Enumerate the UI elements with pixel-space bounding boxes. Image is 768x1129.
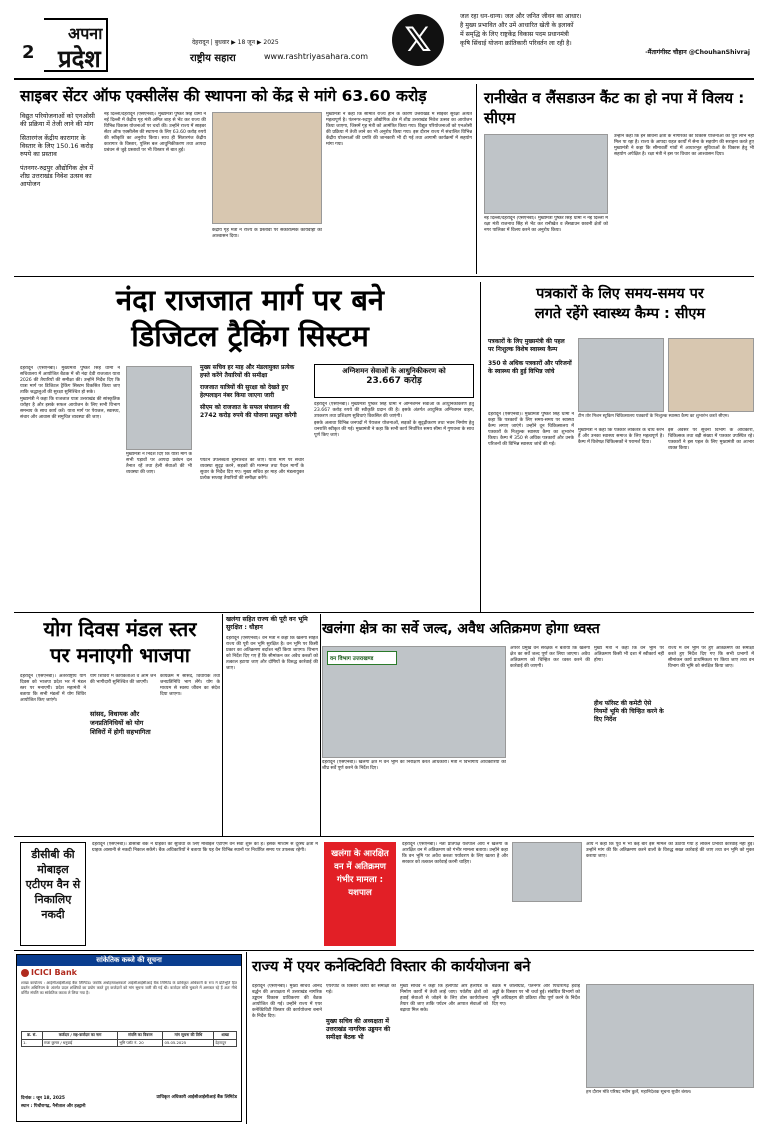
aircon-headline: राज्य में एयर कनेक्टिविटी विस्तार की कार्ययोजना बने [252,959,531,975]
nanda-headline-1: नंदा राजजात मार्ग पर बने [115,283,384,317]
notice-place: स्थान : पिथौरागढ़, नैनीताल और हल्द्वानी [21,1104,86,1109]
yoga-body-3: कार्यक्रम में सांसद, विधायक तथा जनप्रतिनिधि भाग लेंगे। योग के माध्यम से स्वस्थ जीवन का संदेश दिया जाएगा। [160,674,220,697]
aircon-caption: हम दौरान मंत्रि परिषद नवीन कुर्ले, महानिदेशक सूचना सुधीर बंसल। [586,1090,692,1095]
masthead [0,0,768,78]
khalanga-body-3: राज्य में वन भूमि पर हुए अतिक्रमण की समीक्षा करते हुए निर्देश दिए गए कि सभी प्रभागों में सीमांकन कार्य प्राथमिकता पर किया जाए तथा वन विभाग की भूमि को संरक्षित किया जाए। [668,646,754,669]
journalists-photo-1 [578,338,664,412]
notice-date: दिनांक : जून 18, 2025 [21,1096,65,1101]
journalists-body-2: मुख्यमंत्री ने कहा कि पत्रकार लोकतंत्र के चौथे स्तंभ हैं और उनका स्वास्थ्य समाज के लिए महत्वपूर्ण है। कैम्प में विशेषज्ञ चिकित्सकों ने परामर्श दिया। [578,428,664,445]
website: www.rashtriyasahara.com [264,52,369,61]
yoga-side-box: सांसद, विधायक और जनप्रतिनिधियों को योग शिविरों में होगी सहभागिता [90,710,151,736]
aircon-side-box: मुख्य सचिव की अध्यक्षता में उत्तराखंड नागरिक उड्डयन की समीक्षा बैठक भी [326,1018,391,1041]
date-line: देहरादून | बुधवार ▶ 18 जून ▶ 2025 [192,39,279,46]
icici-bank-name: ICICI Bank [31,968,77,977]
khalanga-reserve-box: खलंगा के आरक्षित वन में अतिक्रमण गंभीर मामला : यशपाल [324,842,396,946]
cyber-body-2: केंद्रीय गृह मंत्री ने राज्य के प्रस्तावों पर सकारात्मक कार्यवाही का आश्वासन दिया। [212,228,322,239]
journalists-headline-1: पत्रकारों के लिए समय-समय पर [536,286,704,302]
journalists-box: पत्रकारों के लिए मुख्यमंत्री की पहल पर निःशुल्क विशेष स्वास्थ्य कैम्प 350 से अधिक पत्रकारों और परिजनों के स्वास्थ्य की हुई विभिन्न जांचे [488,338,572,375]
icici-notice [16,954,242,1122]
forest-sign: वन विभाग उत्तराखण्ड [327,651,397,665]
nanda-body-3: पर्यटन उपलब्धता सुनिश्चित की जाए। यात्रा मार्ग पर संचार व्यवस्था सुदृढ़ करने, सड़कों की मरम्मत तथा पैदल मार्गों के सुधार के निर्देश दिए गए। मुख्य सचिव हर माह और मंडलायुक्त प्रत्येक सप्ताह तैयारियों की समीक्षा करेंगे। [200,458,304,481]
journalists-photo-2 [668,338,754,412]
aircon-body-2: एयरपोर्ट के विस्तार कार्यों की समीक्षा की गई। [326,984,396,995]
cyber-side-points: विद्युत परियोजनाओं को एनओसी की प्रक्रिया में तेजी लाने की मांग सितारगंज केंद्रीय कारागार के विस्तार के लिए 150.16 करोड़ रुपये का प्रस्ताव पंतनगर-रुद्रपुर औद्योगिक क्षेत्र में शीघ्र उत्तराखंड निवेश उत्सव का आयोजन [20,112,95,188]
ranikhet-photo [484,134,608,214]
nanda-subheads: मुख्य सचिव हर माह और मंडलायुक्त प्रत्येक हफ्ते करेंगे तैयारियों की समीक्षा राजजात यात्रियों की सुरक्षा को देखते हुए हेल्पलाइन नंबर किया जाएगा जारी सीएम को राजजात के सफल संचालन की 2742 करोड़ रुपये की योजना प्रस्तुत करेगी [200,364,297,419]
sports-subhead: खलंगा सहित राज्य की पूरी वन भूमि सुरक्षित : धौहान [226,616,308,631]
nanda-cm-photo [126,366,192,450]
aircon-body-3: मुख्य सचिव ने कहा कि हेलीपोर्ट और हेलीपैड के निर्माण कार्यों में तेजी लाई जाए। पर्वतीय क्षेत्रों को हवाई सेवाओं से जोड़ने के लिए ठोस कार्ययोजना तैयार की जाए ताकि पर्यटन और आपात सेवाओं को बढ़ावा मिल सके। [400,984,488,1013]
forest-body-1: देहरादून (एसएनबी)। वन मंत्री ने कहा कि खलंगा सहित राज्य की पूरी वन भूमि सुरक्षित है। वन भूमि पर किसी प्रकार का अतिक्रमण बर्दाश्त नहीं किया जाएगा। विभाग को निर्देश दिए गए हैं कि सीमांकन कर अवैध कब्जों को तत्काल हटाया जाए और दोषियों के विरुद्ध कार्रवाई की जाए। [226,636,318,671]
aircon-body-4: बैठक में जौलीग्रांट, पंतनगर और पिथौरागढ़ हवाई अड्डों के विस्तार पर भी चर्चा हुई। संबंधित विभागों को भूमि अधिग्रहण की प्रक्रिया शीघ्र पूर्ण करने के निर्देश दिए गए। [492,984,580,1007]
khalanga-body-2: मुख्य मंत्री ने कहा कि वन भूमि पर अतिक्रमण किसी भी दशा में स्वीकार्य नहीं होगा। [594,646,664,663]
khalanga-side-box: हीथ फॉरेस्ट की कमेटी ऐसे नियमों भूमि की चिन्हित करने के दिए निर्देश [594,700,664,723]
reserve-body: देहरादून (एसएनबी)। नेता प्रतिपक्ष यशपाल आर्य ने खलंगा के आरक्षित वन में अतिक्रमण को गंभीर मामला बताया। उन्होंने कहा कि वन भूमि पर अवैध कब्जा पर्यावरण के लिए खतरा है और सरकार को तत्काल कार्रवाई करनी चाहिए। [402,842,508,865]
khalanga-body-1: अपरर प्रमुख वन संरक्षक ने बताया कि खलंगा क्षेत्र का सर्वे जल्द पूर्ण कर लिया जाएगा। अवैध अतिक्रमण को चिन्हित कर ध्वस्त करने की कार्रवाई की जाएगी। [510,646,590,669]
dcb-body: देहरादून (एसएनबी)। डीसीबी बैंक ने ग्राहकों की सुविधा के लिए मोबाइल एटीएम वैन सेवा शुरू की है। इसके माध्यम से दूरस्थ क्षेत्रों में ग्राहक आसानी से नकदी निकाल सकेंगे। बैंक अधिकारियों ने बताया कि यह वैन विभिन्न स्थानों पर निर्धारित समय पर उपलब्ध रहेगी। [92,842,318,853]
fire-body: देहरादून (एसएनबी)। मुख्यमंत्री पुष्कर सिंह धामी ने अग्निशमन सेवाओं के आधुनिकीकरण हेतु 23.667 करोड़ रुपये की स्वीकृति प्रदान की है। इसके अंतर्गत आधुनिक अग्निशमन वाहन, उपकरण तथा प्रशिक्षण सुविधाएं विकसित की जाएंगी। इसके अलावा विभिन्न जनपदों में पेयजल योजनाओं, सड़कों के सुदृढ़ीकरण तथा भवन निर्माण हेतु धनराशि स्वीकृत की गई। मुख्यमंत्री ने कहा कि सभी कार्य निर्धारित समय सीमा में गुणवत्ता के साथ पूर्ण किए जाएं। [314,402,474,438]
cyber-headline: साइबर सेंटर ऑफ एक्सीलेंस की स्थापना को केंद्र से मांगे 63.60 करोड़ [20,87,427,105]
cyber-body-3: मुख्यमंत्री ने कहा कि सीमांत राज्य होने के कारण उत्तराखंड में साइबर सुरक्षा अत्यंत महत्वपूर्ण है। पंतनगर-रुद्रपुर औद्योगिक क्षेत्र में शीघ्र उत्तराखंड निवेश उत्सव का आयोजन किया जाएगा, जिसमें गृह मंत्री को आमंत्रित किया गया। विद्युत परियोजनाओं को एनओसी की प्रक्रिया में तेजी लाने का भी अनुरोध किया गया। इस दौरान राज्य में संचालित विभिन्न केंद्रीय योजनाओं की प्रगति की जानकारी भी दी गई तथा आगामी कार्यक्रमों में सहयोग मांगा गया। [326,112,472,147]
ranikhet-caption: नई दिल्ली/देहरादून (एसएनबी)। मुख्यमंत्री पुष्कर सिंह धामी ने नई दिल्ली में रक्षा मंत्री राजनाथ सिंह से भेंट कर रानीखेत व लैंसडाउन छावनी क्षेत्रों को नगर पालिका में विलय करने का अनुरोध किया। [484,216,608,233]
x-logo-icon: 𝕏 [392,14,444,66]
masthead-rule [14,78,754,80]
notice-table: क्र. सं. कर्जदार / सह-कर्जदार का नाम संपत्ति का विवरण मांग सूचना की तिथि शाखा 1. राजा कुमार / धनुवाई भूमि प्लॉट नं. 20 05.05.2025 देहरादून [21,1031,237,1047]
khalanga-photo [322,646,506,758]
nanda-body-2: मुख्यमंत्री ने निर्देश दिए कि यात्रा मार्ग के सभी पड़ावों पर आपदा प्रबंधन दल तैनात रहें तथा हेली सेवाओं की भी व्यवस्था की जाए। [126,452,192,475]
page-number: 2 [22,42,35,63]
nanda-headline-2: डिजिटल ट्रैकिंग सिस्टम [131,319,369,353]
yoga-headline-2: पर मनाएगी भाजपा [50,643,190,667]
khalanga-caption: देहरादून (एसएनबी)। खलंगा क्षेत्र में वन भूमि का निरीक्षण करते अधिकारी। मंत्री ने विभागीय अधिकारियों को शीघ्र सर्वे पूर्ण करने के निर्देश दिए। [322,760,506,771]
cyber-body-1: नई दिल्ली/देहरादून (एसएनबी)। मुख्यमंत्री पुष्कर सिंह धामी ने नई दिल्ली में केंद्रीय गृह मंत्री अमित शाह से भेंट कर राज्य की विभिन्न विकास योजनाओं पर चर्चा की। उन्होंने राज्य में साइबर सेंटर ऑफ एक्सीलेंस की स्थापना के लिए 63.60 करोड़ रुपये की स्वीकृति का अनुरोध किया। साथ ही सितारगंज केंद्रीय कारागार के विस्तार, पुलिस बल आधुनिकीकरण तथा आपदा प्रबंधन से जुड़े प्रस्तावों पर भी विस्तार से बात हुई। [104,112,206,153]
paper-name: राष्ट्रीय सहारा [190,53,236,64]
journalists-body-3: इस अवसर पर सूचना विभाग के अधिकारी, चिकित्सक तथा बड़ी संख्या में पत्रकार उपस्थित रहे। पत्रकारों ने इस पहल के लिए मुख्यमंत्री का आभार व्यक्त किया। [668,428,754,451]
yoga-headline-1: योग दिवस मंडल स्तर [43,617,197,641]
ranikhet-body: उन्होंने कहा कि इन छावनी क्षेत्रों के नागरिकों को विकास योजनाओं का पूरा लाभ नहीं मिल पा रहा है। राज्य के आपदा राहत कार्यों में सेना के सहयोग की सराहना करते हुए मुख्यमंत्री ने कहा कि सीमावर्ती गांवों में आधारभूत सुविधाओं के विकास हेतु भी सहयोग अपेक्षित है। रक्षा मंत्री ने इस पर विचार का आश्वासन दिया। [614,134,754,157]
nanda-body-1: देहरादून (एसएनबी)। मुख्यमंत्री पुष्कर सिंह धामी ने सचिवालय में आयोजित बैठक में श्री नंदा देवी राजजात यात्रा 2026 की तैयारियों की समीक्षा की। उन्होंने निर्देश दिए कि यात्रा मार्ग पर डिजिटल ट्रैकिंग सिस्टम विकसित किया जाए ताकि श्रद्धालुओं की सुरक्षा सुनिश्चित हो सके। मुख्यमंत्री ने कहा कि राजजात यात्रा उत्तराखंड की सांस्कृतिक धरोहर है और इसके सफल आयोजन के लिए सभी विभाग समन्वय के साथ कार्य करें। यात्रा मार्ग पर पेयजल, स्वास्थ्य, संचार और आवास की समुचित व्यवस्था की जाए। [20,366,120,420]
yoga-body-2: योग शिविरों में कार्यकर्ताओं व आम जन की भागीदारी सुनिश्चित की जाएगी। [90,674,156,685]
ranikhet-headline: रानीखेत व लैंसडाउन कैंट का हो नपा में विलय : सीएम [484,89,745,127]
quote-block: जल रहा धन-धान्य। जल और जनित जीवन का आधार। है मुख्य प्रभावित और उमें आधारित खेती के इलाकों में समृद्धि के लिए राष्ट्रकेंद्र विकास पदम प्रधानमंत्री कृषि सिंचाई योजना क्रांतिकारी परिवर्तन ला रही है। -मैंतागंगीस्ट चौहान @ChouhanShivraj [460,13,750,56]
journalists-body-1: देहरादून (एसएनबी)। मुख्यमंत्री पुष्कर सिंह धामी ने कहा कि पत्रकारों के लिए समय-समय पर स्वास्थ्य कैम्प लगाए जाएंगे। उन्होंने दून चिकित्सालय में पत्रकारों के निःशुल्क स्वास्थ्य कैम्प का शुभारंभ किया। कैम्प में 350 से अधिक पत्रकारों और उनके परिजनों की विभिन्न स्वास्थ्य जांचें की गईं। [488,412,574,447]
notice-body: शाखा कार्यालय : आईसीआईसीआई बैंक लिमिटेड। जबकि अधोहस्ताक्षरकर्ता आईसीआईसीआई बैंक लिमिटेड के प्राधिकृत अधिकारी के रूप में प्रतिभूति हित प्रवर्तन अधिनियम के अंतर्गत प्रदत्त शक्तियों का प्रयोग करते हुए कर्जदारों को मांग सूचना जारी की गई थी। कर्जदार राशि चुकाने में असफल रहे हैं अतः नीचे वर्णित संपत्ति का सांकेतिक कब्जा ले लिया गया है। [21,981,237,995]
fire-box: अग्निशमन सेवाओं के आधुनिकीकरण को 23.667 करोड़ [314,364,474,398]
aircon-photo [586,984,754,1088]
journalists-caption: टीम तोर मिशन स्टूकिम चिकित्सालय पत्रकारों के निःशुल्क स्वास्थ्य कैम्प का शुभारंभ करते सीएम। [578,414,730,419]
dcb-ad: डीसीबी की मोबाइल एटीएम वैन से निकालिए नकदी [20,842,86,946]
icici-logo-icon [21,969,29,977]
reserve-photo [512,842,582,902]
khalanga-headline: खलंगा क्षेत्र का सर्वे जल्द, अवैध अतिक्रमण होगा ध्वस्त [322,621,600,637]
aircon-body-1: देहरादून (एसएनबी)। मुख्य सचिव आनंद बर्द्धन की अध्यक्षता में उत्तराखंड नागरिक उड्डयन विकास प्राधिकरण की बैठक आयोजित की गई। उन्होंने राज्य में एयर कनेक्टिविटी विस्तार की कार्ययोजना बनाने के निर्देश दिए। [252,984,322,1019]
notice-sign: प्राधिकृत अधिकारी आईसीआईसीआई बैंक लिमिटेड [156,1095,237,1100]
journalists-headline-2: लगते रहेंगे स्वास्थ्य कैम्प : सीएम [534,306,706,322]
yoga-body-1: देहरादून (एसएनबी)। अंतरराष्ट्रीय योग दिवस को भाजपा प्रदेश भर में मंडल स्तर पर मनाएगी। प्रदेश महामंत्री ने बताया कि सभी मंडलों में योग शिविर आयोजित किए जाएंगे। [20,674,86,703]
section-badge: अपना प्रदेश [44,18,108,72]
reserve-body-2: आर्य ने कहा कि पूर्व में भी कई बार इस मामले को उठाया गया है लेकिन प्रभावी कार्रवाई नहीं हुई। उन्होंने मांग की कि अतिक्रमण करने वालों के विरुद्ध सख्त कार्रवाई की जाए तथा वन भूमि को मुक्त कराया जाए। [586,842,754,859]
notice-title: सांकेतिक कब्जे की सूचना [17,955,241,966]
cyber-photo [212,112,322,224]
